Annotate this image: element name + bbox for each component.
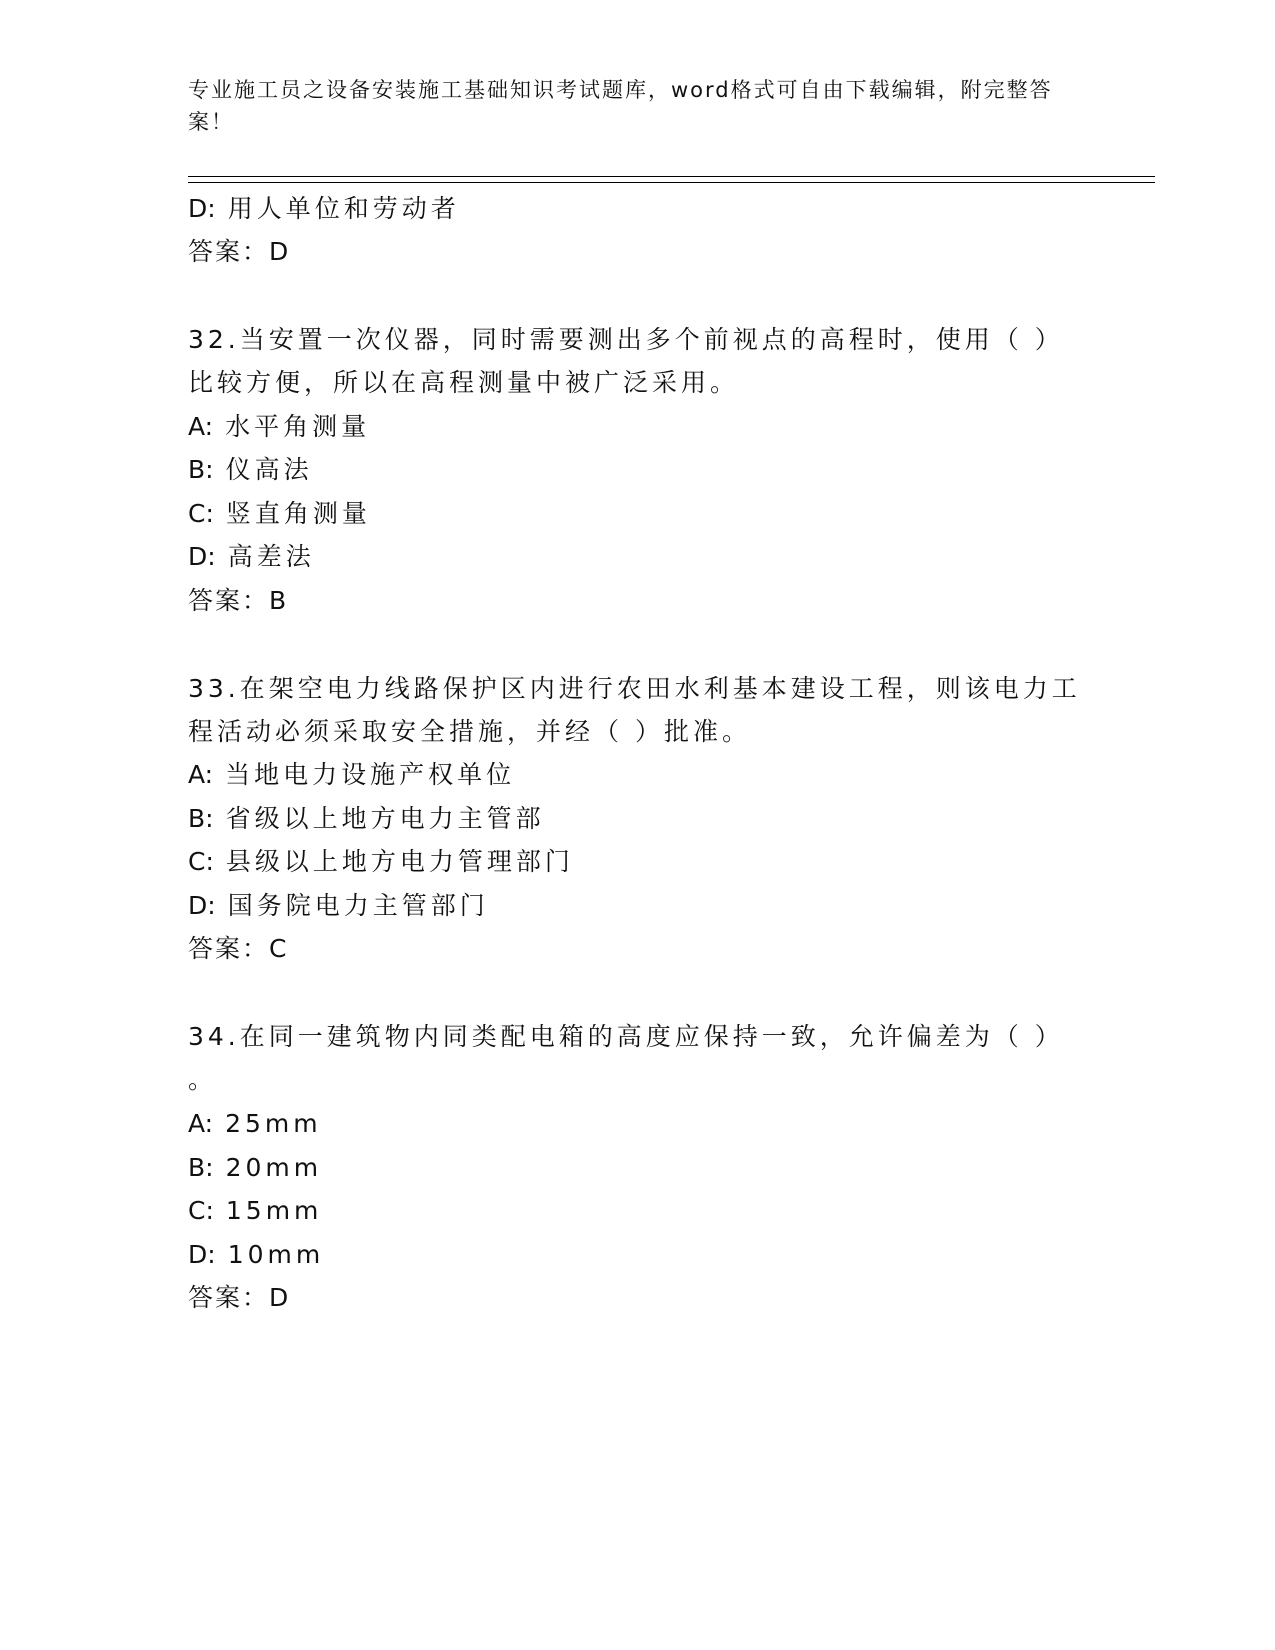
option-a: [188, 410, 370, 444]
option-letter: D:: [188, 194, 216, 223]
option-text: 水平角测量: [225, 412, 371, 441]
question-stem-line-2: 比较方便，所以在高程测量中被广泛采用。: [188, 368, 740, 397]
option-letter: D:: [188, 542, 216, 571]
question-stem-line-1: 34.在同一建筑物内同类配电箱的高度应保持一致，允许偏差为（ ）: [188, 1022, 1064, 1051]
question-stem-line-1: 32.当安置一次仪器，同时需要测出多个前视点的高程时，使用（ ）: [188, 325, 1064, 354]
option-text: 省级以上地方电力主管部: [225, 804, 545, 833]
option-text: 当地电力设施产权单位: [225, 760, 516, 789]
option-letter: D:: [188, 891, 216, 920]
option-a: [188, 1107, 322, 1141]
option-letter: C:: [188, 499, 214, 528]
question-stem-line-2: 。: [188, 1065, 218, 1094]
option-d: [188, 540, 315, 574]
answer-line: 答案：B: [188, 586, 289, 615]
option-letter: D:: [188, 1240, 216, 1269]
option-letter: C:: [188, 1196, 214, 1225]
option-letter: B:: [188, 455, 214, 484]
option-text: 20mm: [225, 1153, 323, 1182]
answer-line: 答案：D: [188, 237, 291, 266]
question-stem-line-2: 程活动必须采取安全措施，并经（ ）批准。: [188, 717, 751, 746]
option-b: [188, 802, 545, 836]
option-text: 竖直角测量: [225, 499, 371, 528]
option-c: [188, 1194, 322, 1228]
option-letter: C:: [188, 847, 214, 876]
answer-line: 答案：D: [188, 1283, 291, 1312]
option-d: [188, 1238, 324, 1272]
option-c: [188, 497, 371, 531]
option-a: [188, 758, 515, 792]
option-c: [188, 845, 574, 879]
option-text: 国务院电力主管部门: [227, 891, 489, 920]
option-d: [188, 889, 489, 923]
option-letter: B:: [188, 1153, 214, 1182]
question-stem-line-1: 33.在架空电力线路保护区内进行农田水利基本建设工程，则该电力工: [188, 674, 1081, 703]
option-b: [188, 1151, 322, 1185]
option-text: 高差法: [227, 542, 315, 571]
page-header: 专业施工员之设备安装施工基础知识考试题库，word格式可自由下载编辑，附完整答案！: [188, 78, 1053, 134]
option-letter: A:: [188, 1109, 214, 1138]
option-b: [188, 453, 313, 487]
option-d: [188, 192, 460, 226]
option-text: 仪高法: [225, 455, 313, 484]
option-text: 用人单位和劳动者: [227, 194, 460, 223]
option-text: 10mm: [227, 1240, 325, 1269]
option-text: 县级以上地方电力管理部门: [225, 847, 574, 876]
option-letter: A:: [188, 412, 214, 441]
option-letter: A:: [188, 760, 214, 789]
header-divider-top: [188, 176, 1155, 177]
answer-line: 答案：C: [188, 934, 289, 963]
option-letter: B:: [188, 804, 214, 833]
option-text: 25mm: [225, 1109, 322, 1138]
header-divider-bottom: [188, 182, 1155, 183]
option-text: 15mm: [225, 1196, 323, 1225]
